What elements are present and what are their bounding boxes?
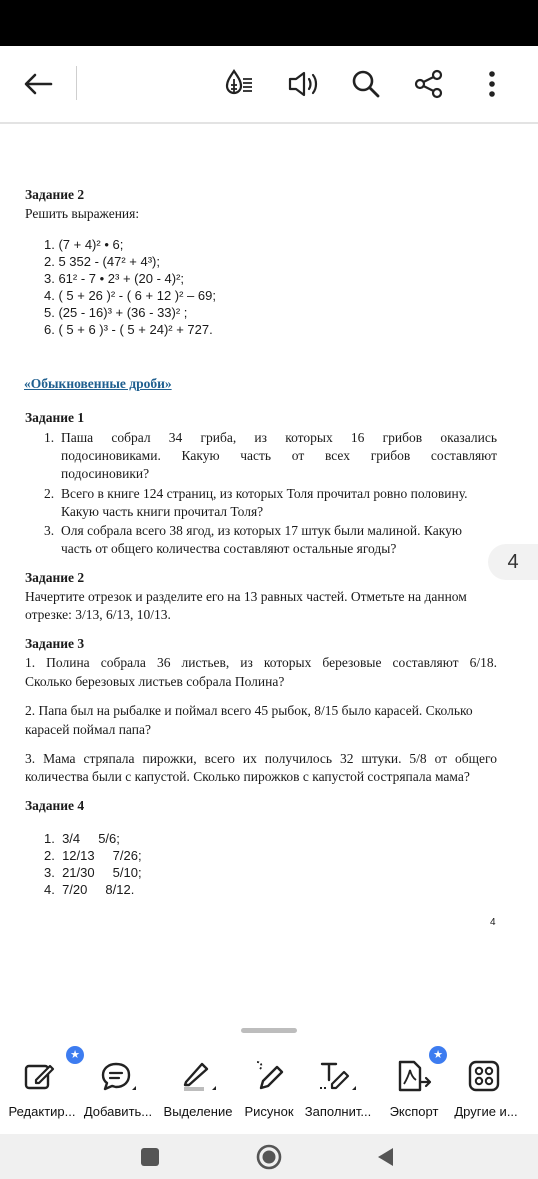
task-text: часть от общего количества составляют остальные ягоды?: [61, 541, 397, 556]
task-text: подосиновики?: [61, 466, 150, 481]
task-text: 2. Папа был на рыбалке и поймал всего 45 рыбок, 8/15 было карасей. Сколько: [25, 703, 473, 718]
star-badge-icon: ★: [429, 1046, 447, 1064]
task-text: Оля собрала всего 38 ягод, из которых 17 штук были малиной. Какую: [61, 523, 462, 538]
document-page[interactable]: [0, 124, 538, 986]
expression-item: 4. ( 5 + 26 )² - ( 6 + 12 )² – 69;: [44, 288, 216, 303]
grid-icon: [462, 1056, 506, 1096]
toolbar-divider: [76, 66, 77, 100]
task-text: 1. Полина собрала 36 листьев, из которых березовые составляют 6/18.: [25, 655, 497, 670]
export-button[interactable]: [376, 1048, 452, 1128]
task-text: количества были с капустой. Сколько пирожков с капустой состряпала мама?: [25, 769, 470, 784]
fraction-pair: 4. 7/20 8/12.: [44, 882, 135, 897]
home-icon[interactable]: [256, 1144, 282, 1170]
sheet-grab-handle[interactable]: [241, 1028, 297, 1033]
task-text: Начертите отрезок и разделите его на 13 равных частей. Отметьте на данном: [25, 589, 467, 604]
section-link[interactable]: «Обыкновенные дроби»: [24, 376, 172, 391]
draw-button[interactable]: [231, 1048, 307, 1128]
fraction-pair: 3. 21/30 5/10;: [44, 865, 142, 880]
task-text: Всего в книге 124 страниц, из которых Толя прочитал ровно половину.: [61, 486, 468, 501]
highlight-button[interactable]: [160, 1048, 236, 1128]
f-z4-title: Задание 4: [25, 798, 85, 813]
task-text: 3. Мама стряпала пирожки, всего их получилось 32 штуки. 5/8 от общего: [25, 751, 497, 766]
navigation-bar: [0, 1134, 538, 1179]
task-text: отрезке: 3/13, 6/13, 10/13.: [25, 607, 171, 622]
task-text: карасей поймал папа?: [25, 722, 151, 737]
back-nav-icon[interactable]: [375, 1146, 397, 1168]
status-bar: [0, 0, 538, 46]
share-icon[interactable]: [409, 64, 449, 104]
page-indicator[interactable]: 4: [488, 544, 538, 580]
z2-subtitle: Решить выражения:: [25, 206, 140, 221]
top-app-bar: [0, 46, 538, 124]
more-tools-button[interactable]: [448, 1048, 524, 1128]
add-comment-button[interactable]: [80, 1048, 156, 1128]
edit-button[interactable]: [4, 1048, 80, 1128]
reading-mode-icon[interactable]: [218, 64, 258, 104]
fill-label: Заполнит...: [304, 1104, 372, 1119]
highlight-label: Выделение: [163, 1104, 233, 1119]
draw-label: Рисунок: [244, 1104, 294, 1119]
expression-item: 6. ( 5 + 6 )³ - ( 5 + 24)² + 727.: [44, 322, 213, 337]
more-label: Другие и...: [454, 1104, 518, 1119]
recent-apps-icon[interactable]: [141, 1148, 159, 1166]
comment-icon: [94, 1056, 138, 1096]
task-text: Паша собрал 34 гриба, из которых 16 грибов оказались: [61, 430, 497, 445]
expression-item: 5. (25 - 16)³ + (36 - 33)² ;: [44, 305, 188, 320]
page-number: 4: [490, 917, 496, 928]
expression-item: 1. (7 + 4)² • 6;: [44, 237, 124, 252]
task-text: подосиновиками. Какую часть от всех грибов составляют: [61, 448, 497, 463]
z2-title: Задание 2: [25, 187, 85, 202]
expression-item: 2. 5 352 - (47² + 4³);: [44, 254, 160, 269]
expression-item: 3. 61² - 7 • 2³ + (20 - 4)²;: [44, 271, 185, 286]
f-z1-title: Задание 1: [25, 410, 85, 425]
add-label: Добавить...: [83, 1104, 153, 1119]
export-pdf-icon: [390, 1056, 434, 1096]
search-icon[interactable]: [346, 64, 386, 104]
fraction-pair: 1. 3/4 5/6;: [44, 831, 120, 846]
item-number: 3.: [44, 523, 55, 538]
fraction-pair: 2. 12/13 7/26;: [44, 848, 142, 863]
f-z3-title: Задание 3: [25, 636, 85, 651]
more-vertical-icon[interactable]: [472, 64, 512, 104]
speaker-icon[interactable]: [283, 64, 323, 104]
task-text: Какую часть книги прочитал Толя?: [61, 504, 264, 519]
export-label: Экспорт: [389, 1104, 439, 1119]
edit-icon: [18, 1056, 62, 1096]
f-z2-title: Задание 2: [25, 570, 85, 585]
fill-sign-icon: [314, 1056, 358, 1096]
fill-sign-button[interactable]: [300, 1048, 376, 1128]
highlighter-icon: [174, 1056, 218, 1096]
edit-label: Редактир...: [8, 1104, 76, 1119]
star-badge-icon: ★: [66, 1046, 84, 1064]
pen-icon: [245, 1056, 289, 1096]
arrow-left-icon[interactable]: [18, 64, 58, 104]
task-text: Сколько березовых листьев собрала Полина?: [25, 674, 285, 689]
item-number: 2.: [44, 486, 55, 501]
item-number: 1.: [44, 430, 55, 445]
